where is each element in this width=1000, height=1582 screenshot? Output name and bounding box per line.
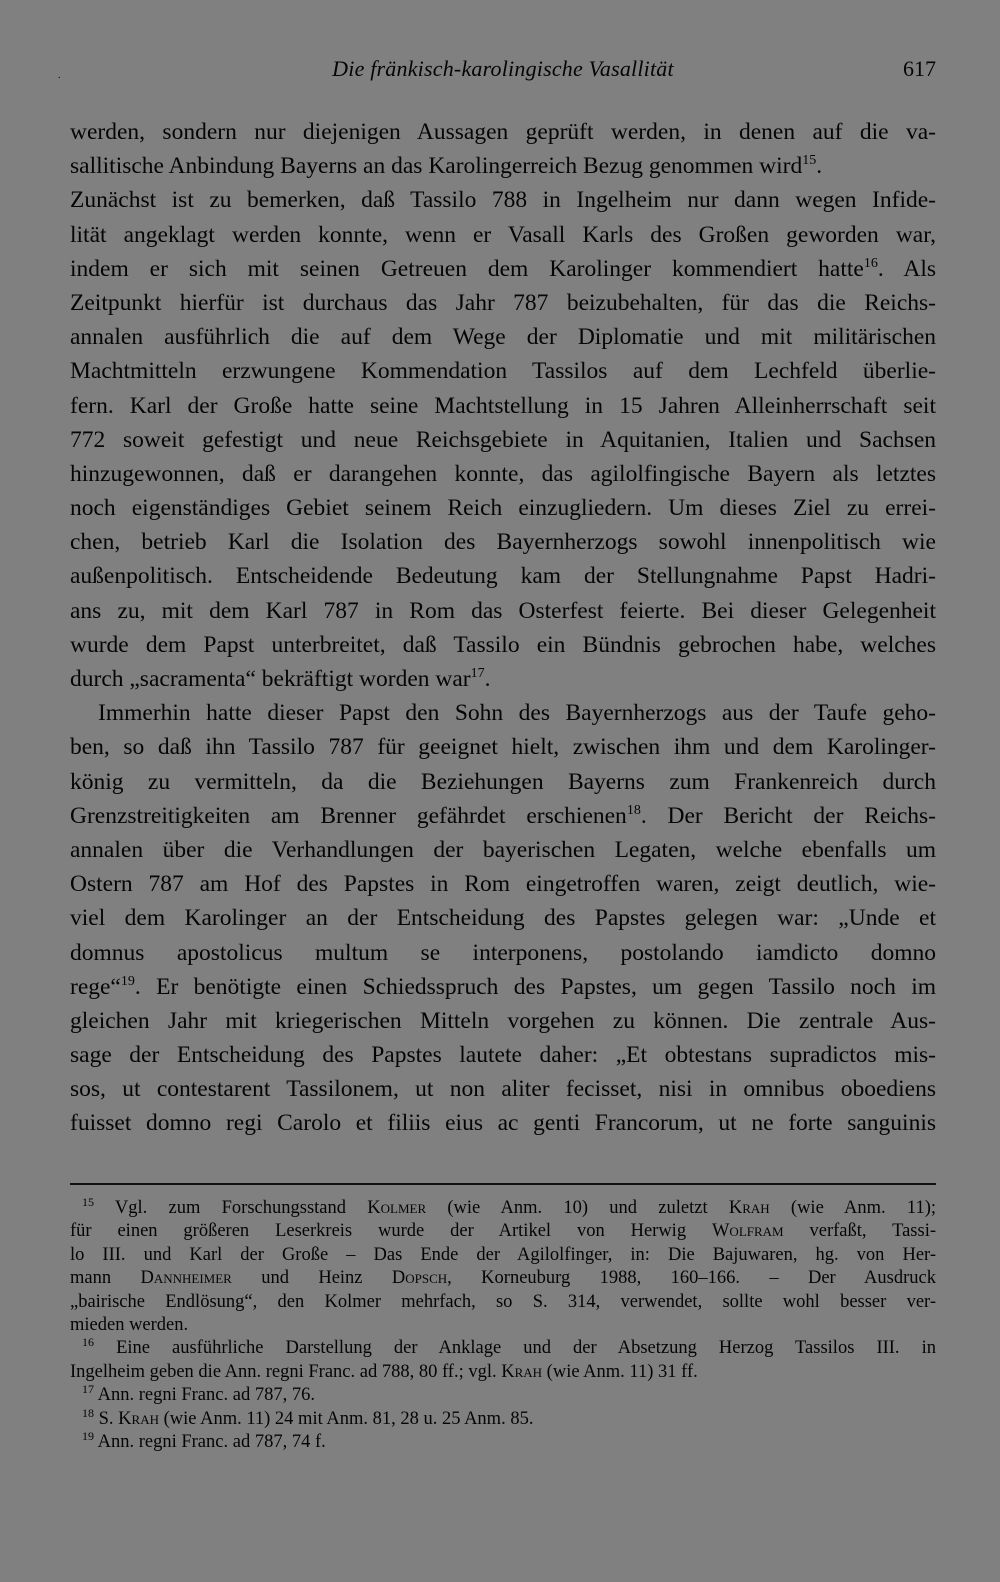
running-title: Die fränkisch-karolingische Vasallität [332, 56, 674, 81]
text-line: fuisset domno regi Carolo et filiis eius ac genti Francorum, ut ne forte sanguinis [70, 1110, 936, 1137]
footnote-17: $^{17}$ Ann. regni Franc. ad 787, 76. [82, 1382, 315, 1406]
footnote-ref: 15 [802, 153, 817, 169]
footnote-line: mieden werden. [70, 1314, 189, 1335]
footnote-ref: 19 [120, 973, 135, 989]
text-line: indem er sich mit seinen Getreuen dem Karolinger kommendiert hatte$^{16}$. Als [70, 255, 936, 282]
text-line: Ostern 787 am Hof des Papstes in Rom eingetroffen waren, zeigt deutlich, wie- [70, 871, 936, 898]
text-line: noch eigenständiges Gebiet seinem Reich einzugliedern. Um dieses Ziel zu errei- [70, 495, 936, 522]
text-line: rege“$^{19}$. Er benötigte einen Schiedsspruch des Papstes, um gegen Tassilo noch im [70, 973, 936, 1000]
text-line: annalen über die Verhandlungen der bayerischen Legaten, welche ebenfalls um [70, 836, 936, 863]
footnote-line: lo III. und Karl der Große – Das Ende der Agilolfinger, in: Die Bajuwaren, hg. von Her- [70, 1244, 936, 1265]
page-number: 617 [903, 56, 936, 81]
text-line: Grenzstreitigkeiten am Brenner gefährdet erschienen$^{18}$. Der Bericht der Reichs- [70, 802, 936, 829]
text-line: Machtmitteln erzwungene Kommendation Tassilos auf dem Lechfeld überlie- [70, 358, 936, 385]
text-line: ben, so daß ihn Tassilo 787 für geeignet hielt, zwischen ihm und dem Karolinger- [70, 734, 936, 761]
text-line: domnus apostolicus multum se interponens, postolando iamdicto domno [70, 939, 936, 966]
text-line: Zeitpunkt hierfür ist durchaus das Jahr 787 beizubehalten, für das die Reichs- [70, 289, 936, 316]
text-line: sallitische Anbindung Bayerns an das Karolingerreich Bezug genommen wird$^{15}$. [70, 153, 823, 180]
text-line: hinzugewonnen, daß er darangehen konnte, das agilolfingische Bayern als letztes [70, 460, 936, 487]
text-line: außenpolitisch. Entscheidende Bedeutung kam der Stellungnahme Papst Hadri- [70, 563, 936, 590]
footnote-line: mann Dannheimer und Heinz Dopsch, Korneuburg 1988, 160–166. – Der Ausdruck [70, 1268, 936, 1289]
text-line: wurde dem Papst unterbreitet, daß Tassilo ein Bündnis gebrochen habe, welches [70, 631, 936, 658]
footnote-16: $^{16}$ Eine ausführliche Darstellung der Anklage und der Absetzung Herzog Tassilos III. in [82, 1335, 936, 1359]
text-line: durch „sacramenta“ bekräftigt worden war$^{17}$. [70, 666, 491, 692]
footnote-15: $^{15}$ Vgl. zum Forschungsstand Kolmer (wie Anm. 10) und zuletzt Krah (wie Anm. 11); [82, 1195, 936, 1218]
running-header [58, 56, 936, 90]
text-line: annalen ausführlich die auf dem Wege der Diplomatie und mit militärischen [70, 324, 936, 351]
text-line: fern. Karl der Große hatte seine Machtstellung in 15 Jahren Alleinherrschaft seit [70, 392, 936, 419]
main-text [70, 115, 936, 1141]
header-mark: . [58, 70, 61, 81]
text-line: viel dem Karolinger an der Entscheidung des Papstes gelegen war: „Unde et [70, 905, 936, 932]
footnote-ref: 16 [863, 255, 878, 271]
footnote-line: für einen größeren Leserkreis wurde der Artikel von Herwig Wolfram verfaßt, Tassi- [70, 1221, 936, 1242]
text-line: gleichen Jahr mit kriegerischen Mitteln vorgehen zu können. Die zentrale Aus- [70, 1007, 936, 1034]
footnote-ref: 17 [470, 666, 485, 681]
text-line: könig zu vermitteln, da die Beziehungen Bayerns zum Frankenreich durch [70, 768, 936, 795]
text-line: 772 soweit gefestigt und neue Reichsgebiete in Aquitanien, Italien und Sachsen [70, 426, 936, 453]
footnote-ref: 18 [626, 802, 641, 818]
text-line: ans zu, mit dem Karl 787 in Rom das Osterfest feierte. Bei dieser Gelegenheit [70, 597, 936, 624]
footnote-18: $^{18}$ S. Krah (wie Anm. 11) 24 mit Anm. 81, 28 u. 25 Anm. 85. [82, 1405, 534, 1429]
footnote-rule [70, 1183, 936, 1185]
footnote-19: $^{19}$ Ann. regni Franc. ad 787, 74 f. [82, 1428, 326, 1452]
text-line: lität angeklagt werden konnte, wenn er Vasall Karls des Großen geworden war, [70, 221, 936, 248]
footnotes [70, 1197, 936, 1454]
text-line: sos, ut contestarent Tassilonem, ut non aliter fecisset, nisi in omnibus oboediens [70, 1076, 936, 1103]
text-line: sage der Entscheidung des Papstes lautete daher: „Et obtestans supradictos mis- [70, 1042, 936, 1069]
text-line: Immerhin hatte dieser Papst den Sohn des Bayernherzogs aus der Taufe geho- [98, 700, 936, 727]
text-line: chen, betrieb Karl die Isolation des Bayernherzogs sowohl innenpolitisch wie [70, 529, 936, 556]
text-line: Zunächst ist zu bemerken, daß Tassilo 788 in Ingelheim nur dann wegen Infide- [70, 187, 936, 214]
footnote-line: „bairische Endlösung“, den Kolmer mehrfach, so S. 314, verwendet, sollte wohl besser ver- [70, 1291, 936, 1312]
footnote-line: Ingelheim geben die Ann. regni Franc. ad 788, 80 ff.; vgl. Krah (wie Anm. 11) 31 ff. [70, 1361, 698, 1382]
text-line: werden, sondern nur diejenigen Aussagen geprüft werden, in denen auf die va- [70, 119, 936, 145]
